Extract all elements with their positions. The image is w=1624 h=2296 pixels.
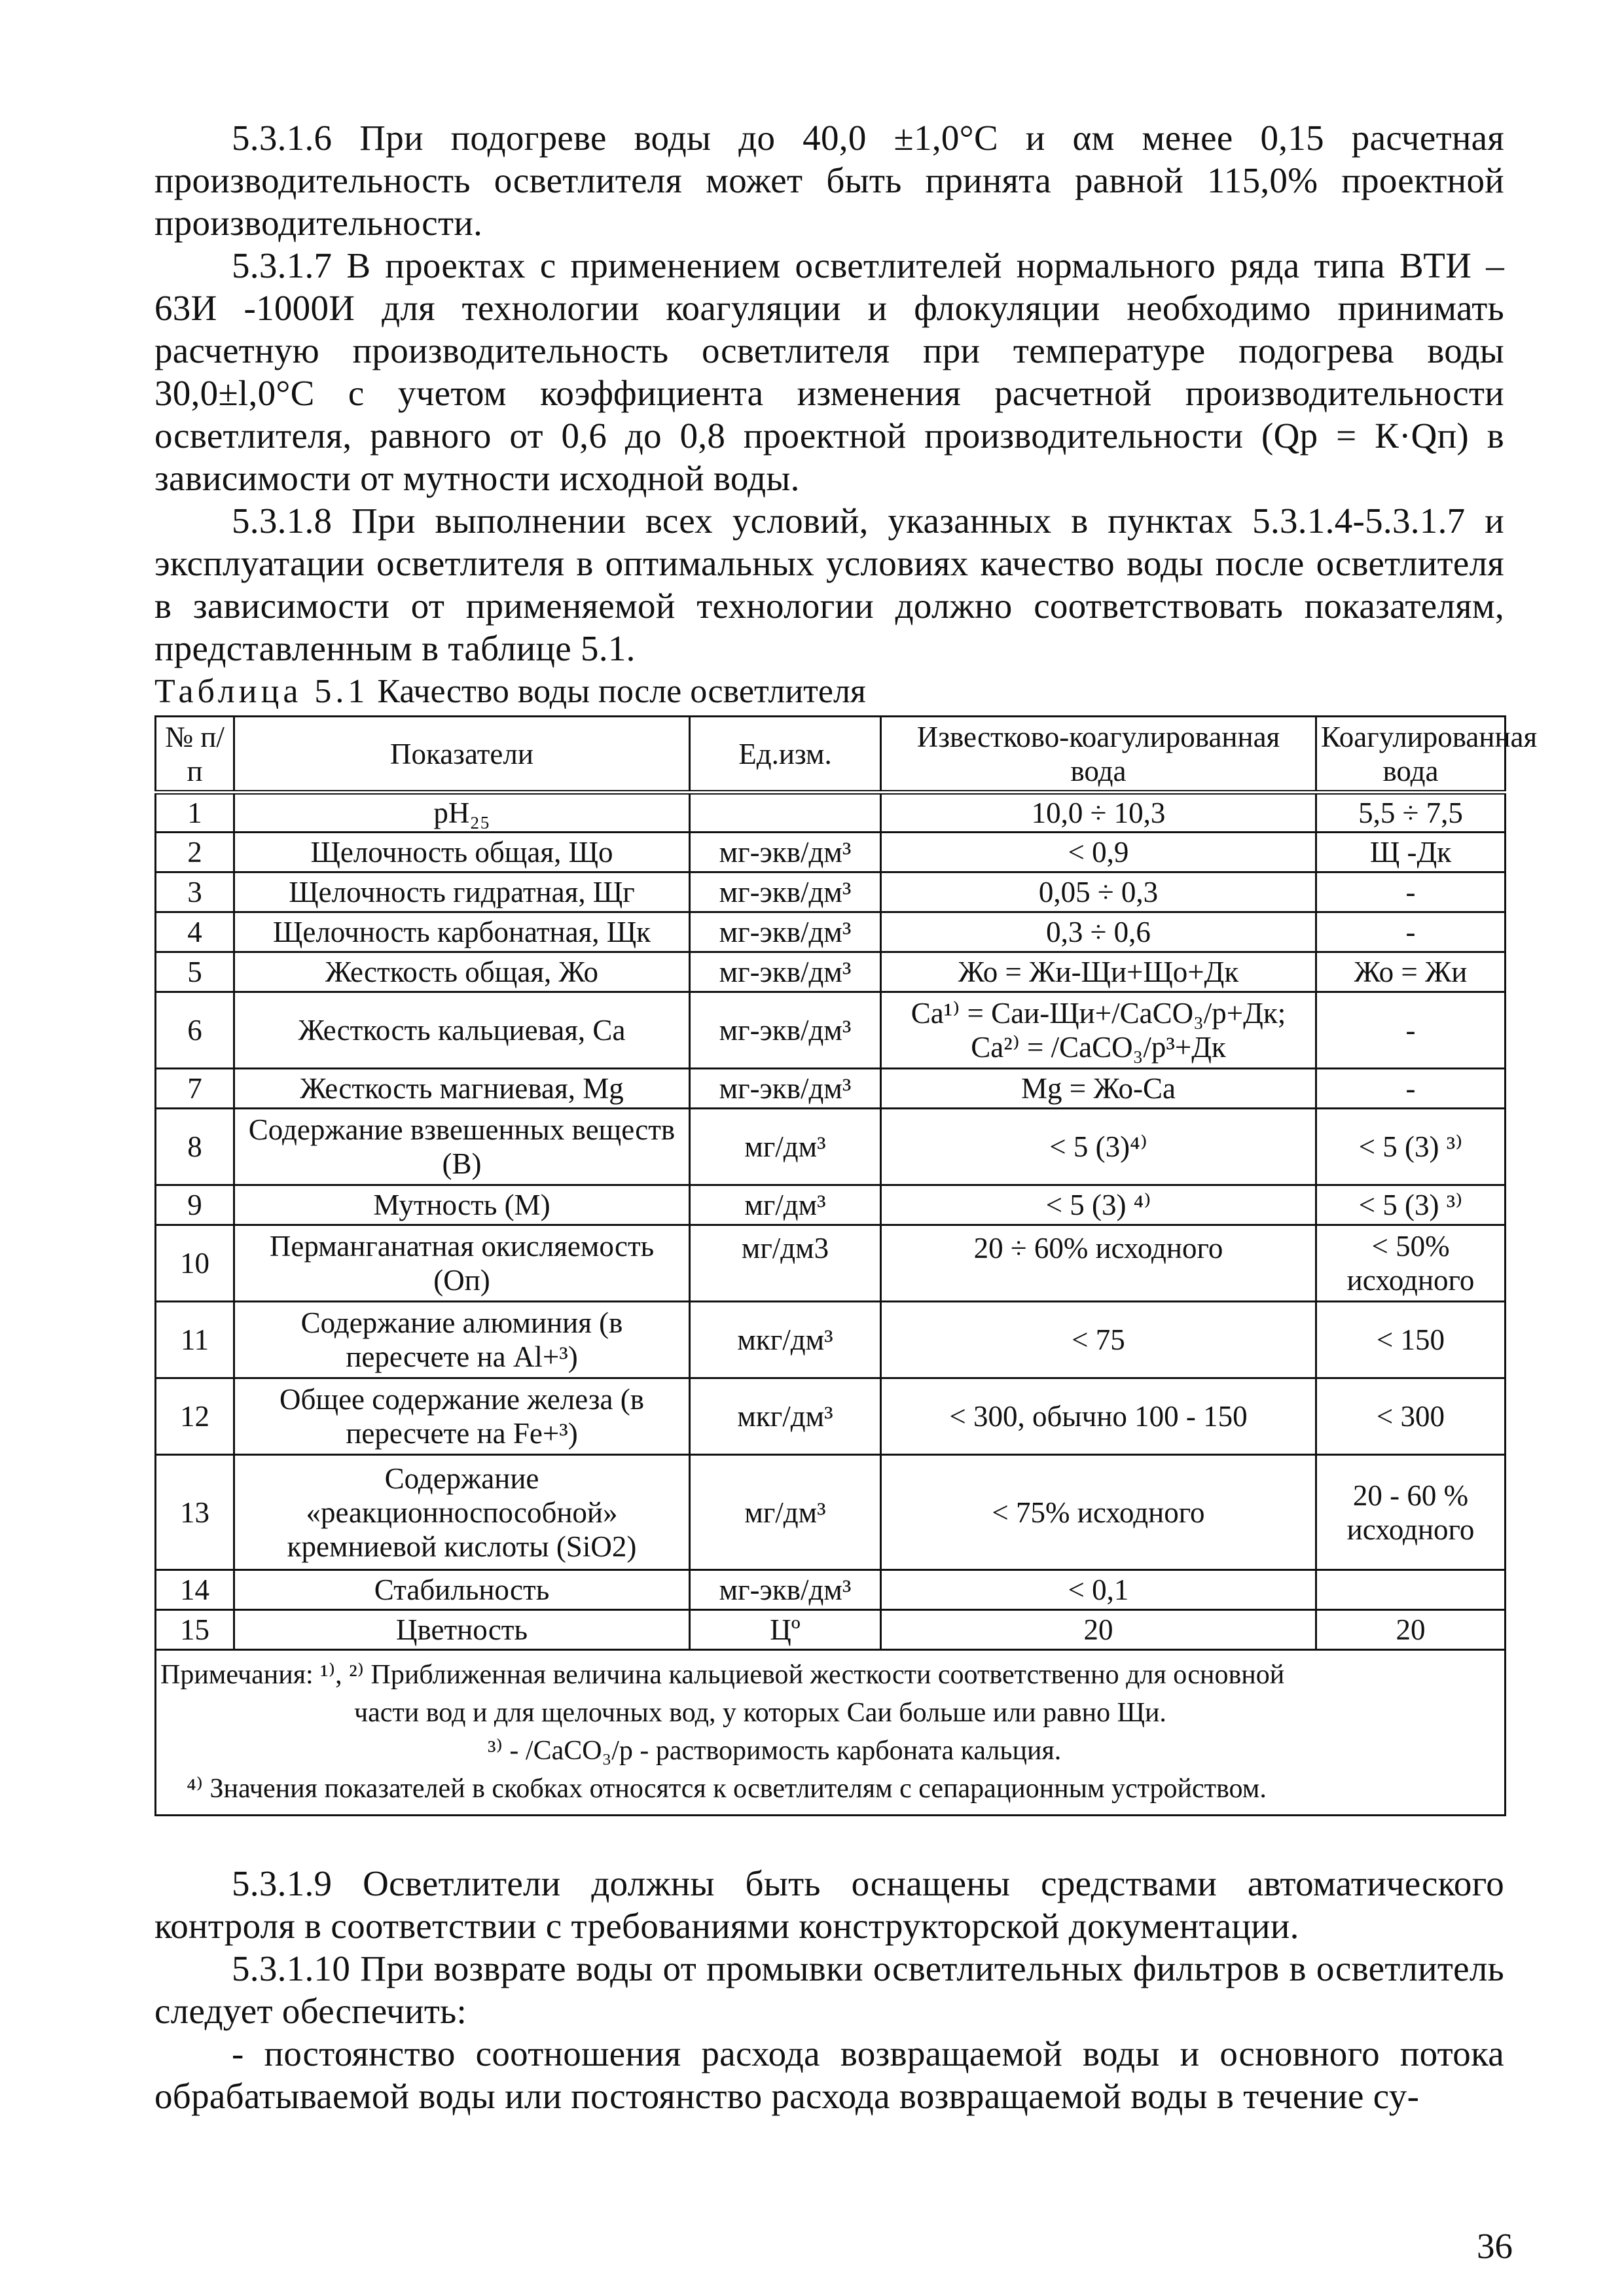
table-row [156, 912, 1506, 952]
coag-value: < 5 (3) ³⁾ [1316, 1109, 1506, 1185]
table-body [156, 793, 1506, 1816]
indicator-name: Содержание «реакционноспособной» кремниевой кислоты (SiO2) [234, 1455, 690, 1570]
unit-cell: мг-экв/дм³ [690, 1069, 881, 1109]
note-line: ³⁾ - /СаСО₃/р - растворимость карбоната кальция. [488, 1736, 1062, 1766]
table-row [156, 833, 1506, 872]
indicator-name: Жесткость магниевая, Mg [234, 1069, 690, 1109]
indicator-name: Стабильность [234, 1570, 690, 1610]
lime-value: < 0,9 [881, 833, 1316, 872]
row-number: 5 [156, 952, 234, 992]
table-row [156, 1610, 1506, 1650]
header-indicator: Показатели [234, 717, 690, 793]
lime-value: < 5 (3)⁴⁾ [881, 1109, 1316, 1185]
unit-cell: мг-экв/дм³ [690, 1570, 881, 1610]
table-row [156, 1185, 1506, 1225]
lime-value-line-1: Са¹⁾ = Саи-Щи+/СаСО₃/р+Дк; [911, 997, 1286, 1030]
table-row [156, 1225, 1506, 1302]
unit-cell: мкг/дм³ [690, 1378, 881, 1455]
water-quality-table [154, 715, 1538, 1816]
indicator-name: Мутность (М) [234, 1185, 690, 1225]
unit-cell: мкг/дм³ [690, 1302, 881, 1378]
lime-value [881, 992, 1316, 1069]
row-number: 3 [156, 872, 234, 912]
lime-value: < 75% исходного [881, 1455, 1316, 1570]
coag-value: Щ -Дк [1316, 833, 1506, 872]
row-number: 9 [156, 1185, 234, 1225]
lime-value: 20 [881, 1610, 1316, 1650]
table-row [156, 1378, 1506, 1455]
coag-value: - [1316, 872, 1506, 912]
unit-cell: Цº [690, 1610, 881, 1650]
coag-value: - [1316, 1069, 1506, 1109]
table-notes-row [156, 1650, 1506, 1816]
row-number: 4 [156, 912, 234, 952]
paragraph-list-item: - постоянство соотношения расхода возвращаемой воды и основного потока обрабатываемой воды или постоянство расхода возвращаемой воды в течение су- [154, 2034, 1504, 2116]
bottom-text [154, 1862, 1504, 2117]
lime-value: < 300, обычно 100 - 150 [881, 1378, 1316, 1455]
table-row [156, 952, 1506, 992]
lime-value: Жо = Жи-Щи+Що+Дк [881, 952, 1316, 992]
indicator-name: Перманганатная окисляемость (Оп) [234, 1225, 690, 1302]
table-row [156, 1109, 1506, 1185]
table-notes [156, 1650, 1506, 1816]
table-row [156, 793, 1506, 833]
unit-cell [690, 793, 881, 833]
paragraph-5-3-1-9: 5.3.1.9 Осветлители должны быть оснащены средствами автоматического контроля в соответствии с требованиями конструкторской документации. [154, 1863, 1504, 1946]
note-line: Примечания: ¹⁾, ²⁾ Приближенная величина кальциевой жесткости соответственно для основной [160, 1660, 1285, 1690]
coag-value [1316, 1570, 1506, 1610]
indicator-name: Цветность [234, 1610, 690, 1650]
document-page [154, 117, 1538, 2117]
row-number: 12 [156, 1378, 234, 1455]
table-row [156, 992, 1506, 1069]
lime-value: 0,05 ÷ 0,3 [881, 872, 1316, 912]
lime-value-line-2: Са²⁾ = /СаСО₃/р³+Дк [971, 1031, 1226, 1064]
table-caption [154, 672, 1504, 711]
table-caption-number: Таблица 5.1 [154, 673, 369, 710]
paragraph-5-3-1-10: 5.3.1.10 При возврате воды от промывки осветлительных фильтров в осветлитель следует обеспечить: [154, 1948, 1504, 2031]
row-number: 6 [156, 992, 234, 1069]
table-row [156, 1570, 1506, 1610]
lime-value: 20 ÷ 60% исходного [881, 1225, 1316, 1302]
coag-value: - [1316, 992, 1506, 1069]
table-row [156, 1302, 1506, 1378]
unit-cell: мг/дм3 [690, 1225, 881, 1302]
table-row [156, 1455, 1506, 1570]
page-number: 36 [1477, 2226, 1513, 2266]
paragraph-5-3-1-8: 5.3.1.8 При выполнении всех условий, указанных в пунктах 5.3.1.4-5.3.1.7 и эксплуатации осветлителя в оптимальных условиях качество воды после осветлителя в зависимости от применяемой технологии должно соответствовать показателям, представленным в таблице 5.1. [154, 501, 1504, 668]
header-coagulated: Коагулированная вода [1316, 717, 1506, 793]
note-line: ⁴⁾ Значения показателей в скобках относятся к осветлителям с сепарационным устройством. [187, 1774, 1267, 1804]
row-number: 7 [156, 1069, 234, 1109]
row-number: 15 [156, 1610, 234, 1650]
lime-value: Mg = Жо-Са [881, 1069, 1316, 1109]
indicator-name: Общее содержание железа (в пересчете на Fe+³) [234, 1378, 690, 1455]
indicator-name: Жесткость общая, Жо [234, 952, 690, 992]
header-number: № п/п [156, 717, 234, 793]
header-unit: Ед.изм. [690, 717, 881, 793]
table-caption-title: Качество воды после осветлителя [377, 673, 866, 710]
lime-value: < 75 [881, 1302, 1316, 1378]
table-row [156, 1069, 1506, 1109]
coag-value: 5,5 ÷ 7,5 [1316, 793, 1506, 833]
unit-cell: мг/дм³ [690, 1455, 881, 1570]
indicator-name: Щелочность гидратная, Щг [234, 872, 690, 912]
coag-value: Жо = Жи [1316, 952, 1506, 992]
row-number: 1 [156, 793, 234, 833]
unit-cell: мг/дм³ [690, 1109, 881, 1185]
unit-cell: мг-экв/дм³ [690, 952, 881, 992]
coag-value: 20 [1316, 1610, 1506, 1650]
coag-value: 20 - 60 % исходного [1316, 1455, 1506, 1570]
lime-value: < 5 (3) ⁴⁾ [881, 1185, 1316, 1225]
coag-value: < 300 [1316, 1378, 1506, 1455]
unit-cell: мг-экв/дм³ [690, 833, 881, 872]
indicator-name: pH₂₅ [234, 793, 690, 833]
lime-value: < 0,1 [881, 1570, 1316, 1610]
unit-cell: мг-экв/дм³ [690, 992, 881, 1069]
row-number: 10 [156, 1225, 234, 1302]
indicator-name: Содержание алюминия (в пересчете на Al+³) [234, 1302, 690, 1378]
paragraph-5-3-1-6: 5.3.1.6 При подогреве воды до 40,0 ±1,0°С и αм менее 0,15 расчетная производительность осветлителя может быть принята равной 115,0% проектной производительности. [154, 118, 1504, 243]
row-number: 14 [156, 1570, 234, 1610]
indicator-name: Щелочность общая, Що [234, 833, 690, 872]
unit-cell: мг-экв/дм³ [690, 912, 881, 952]
row-number: 2 [156, 833, 234, 872]
row-number: 8 [156, 1109, 234, 1185]
note-line: части вод и для щелочных вод, у которых Саи больше или равно Щи. [354, 1698, 1166, 1728]
coag-value: < 150 [1316, 1302, 1506, 1378]
indicator-name: Щелочность карбонатная, Щк [234, 912, 690, 952]
lime-value: 10,0 ÷ 10,3 [881, 793, 1316, 833]
paragraph-5-3-1-7: 5.3.1.7 В проектах с применением осветлителей нормального ряда типа ВТИ – 63И -1000И для технологии коагуляции и флокуляции необходимо принимать расчетную производительность осветлителя при температуре подогрева воды 30,0±l,0°С с учетом коэффициента изменения расчетной производительности осветлителя, равного от 0,6 до 0,8 проектной производительности (Qр = К·Qп) в зависимости от мутности исходной воды. [154, 245, 1504, 498]
header-lime-coagulated: Известково-коагулированная вода [881, 717, 1316, 793]
coag-value: < 5 (3) ³⁾ [1316, 1185, 1506, 1225]
coag-value: < 50% исходного [1316, 1225, 1506, 1302]
table-row [156, 872, 1506, 912]
unit-cell: мг/дм³ [690, 1185, 881, 1225]
indicator-name: Жесткость кальциевая, Са [234, 992, 690, 1069]
unit-cell: мг-экв/дм³ [690, 872, 881, 912]
row-number: 11 [156, 1302, 234, 1378]
row-number: 13 [156, 1455, 234, 1570]
lime-value: 0,3 ÷ 0,6 [881, 912, 1316, 952]
coag-value: - [1316, 912, 1506, 952]
indicator-name: Содержание взвешенных веществ (В) [234, 1109, 690, 1185]
